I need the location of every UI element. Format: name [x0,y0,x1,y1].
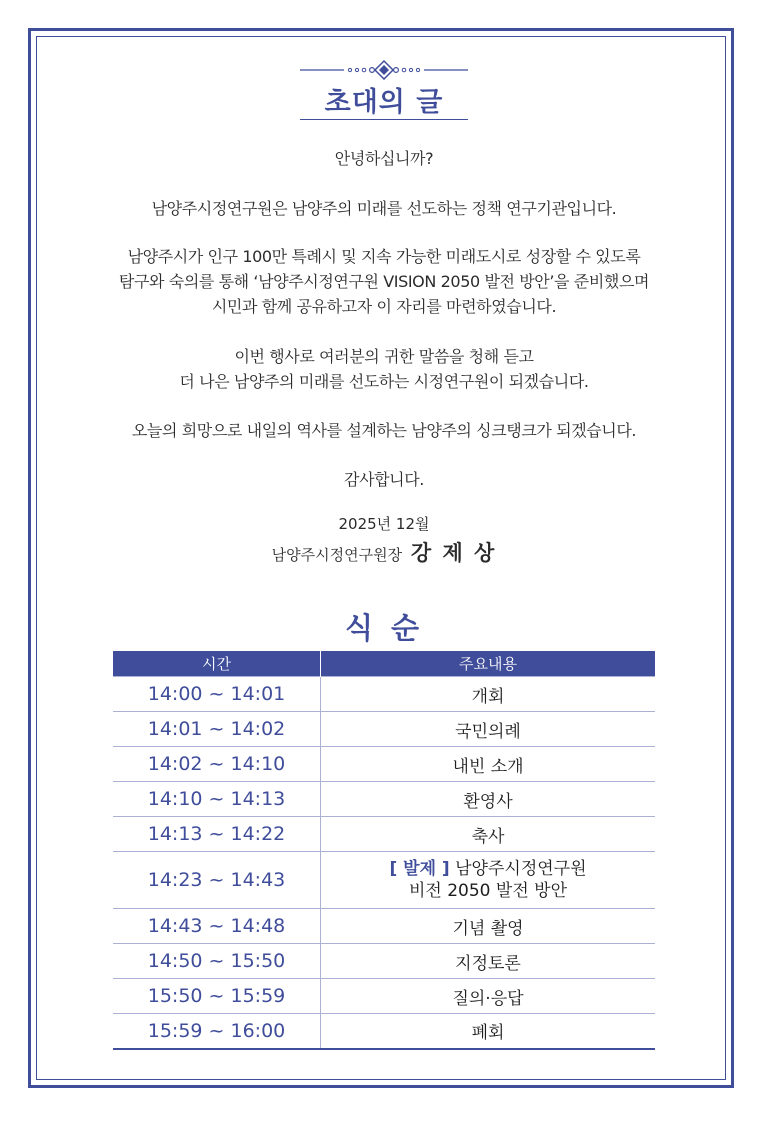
intro-text: 남양주시정연구원은 남양주의 미래를 선도하는 정책 연구기관입니다. [151,199,617,218]
table-row [113,712,655,747]
content-cell: 내빈 소개 [321,747,656,782]
body-paragraph-1 [60,244,708,319]
signature-name: 강 제 상 [410,541,497,565]
page-title: 초대의 글 [324,87,444,118]
content-cell: 국민의례 [321,712,656,747]
content-cell: 축사 [321,817,656,852]
table-row [113,979,655,1014]
body-line: 더 나은 남양주의 미래를 선도하는 시정연구원이 되겠습니다. [179,372,589,391]
content-cell [321,852,656,909]
signature-position: 남양주시정연구원장 [271,546,403,564]
time-cell: 14:23 ~ 14:43 [113,852,321,909]
presentation-tag: [ 발제 ] [389,859,450,879]
content-cell: 기념 촬영 [321,909,656,944]
column-header-time: 시간 [113,651,321,677]
date-text: 2025년 12월 [338,515,430,533]
time-cell: 14:13 ~ 14:22 [113,817,321,852]
greeting-text: 안녕하십니까? [334,149,434,168]
body-line: 남양주시가 인구 100만 특례시 및 지속 가능한 미래도시로 성장할 수 있도록 [127,247,641,266]
time-cell: 15:59 ~ 16:00 [113,1014,321,1049]
content-line: 비전 2050 발전 방안 [408,881,567,901]
table-row [113,817,655,852]
content-line: 남양주시정연구원 [455,859,587,879]
body-line: 이번 행사로 여러분의 귀한 말씀을 청해 듣고 [234,347,534,366]
body-paragraph-2 [60,344,708,394]
table-row [113,1014,655,1049]
title-ornament-icon [300,60,468,80]
table-row [113,677,655,712]
content-cell: 지정토론 [321,944,656,979]
body-line: 탐구와 숙의를 통해 ‘남양주시정연구원 VISION 2050 발전 방안’을 준비했으며 [118,272,650,291]
time-cell: 15:50 ~ 15:59 [113,979,321,1014]
content-cell: 질의·응답 [321,979,656,1014]
signature [60,537,708,567]
content-cell: 개회 [321,677,656,712]
table-row [113,944,655,979]
table-row [113,747,655,782]
table-header-row [113,651,655,677]
schedule-title: 식 순 [344,611,424,645]
title-underline [300,119,468,120]
thanks-text: 감사합니다. [344,470,424,489]
time-cell: 14:01 ~ 14:02 [113,712,321,747]
table-row [113,852,655,909]
body-line: 시민과 함께 공유하고자 이 자리를 마련하였습니다. [211,297,557,316]
table-row [113,782,655,817]
time-cell: 14:50 ~ 15:50 [113,944,321,979]
content-cell: 환영사 [321,782,656,817]
table-row [113,909,655,944]
body-paragraph-3: 오늘의 희망으로 내일의 역사를 설계하는 남양주의 싱크탱크가 되겠습니다. [131,421,637,440]
time-cell: 14:43 ~ 14:48 [113,909,321,944]
schedule-table [113,651,655,1050]
time-cell: 14:02 ~ 14:10 [113,747,321,782]
time-cell: 14:10 ~ 14:13 [113,782,321,817]
column-header-content: 주요내용 [321,651,656,677]
content-cell: 폐회 [321,1014,656,1049]
time-cell: 14:00 ~ 14:01 [113,677,321,712]
